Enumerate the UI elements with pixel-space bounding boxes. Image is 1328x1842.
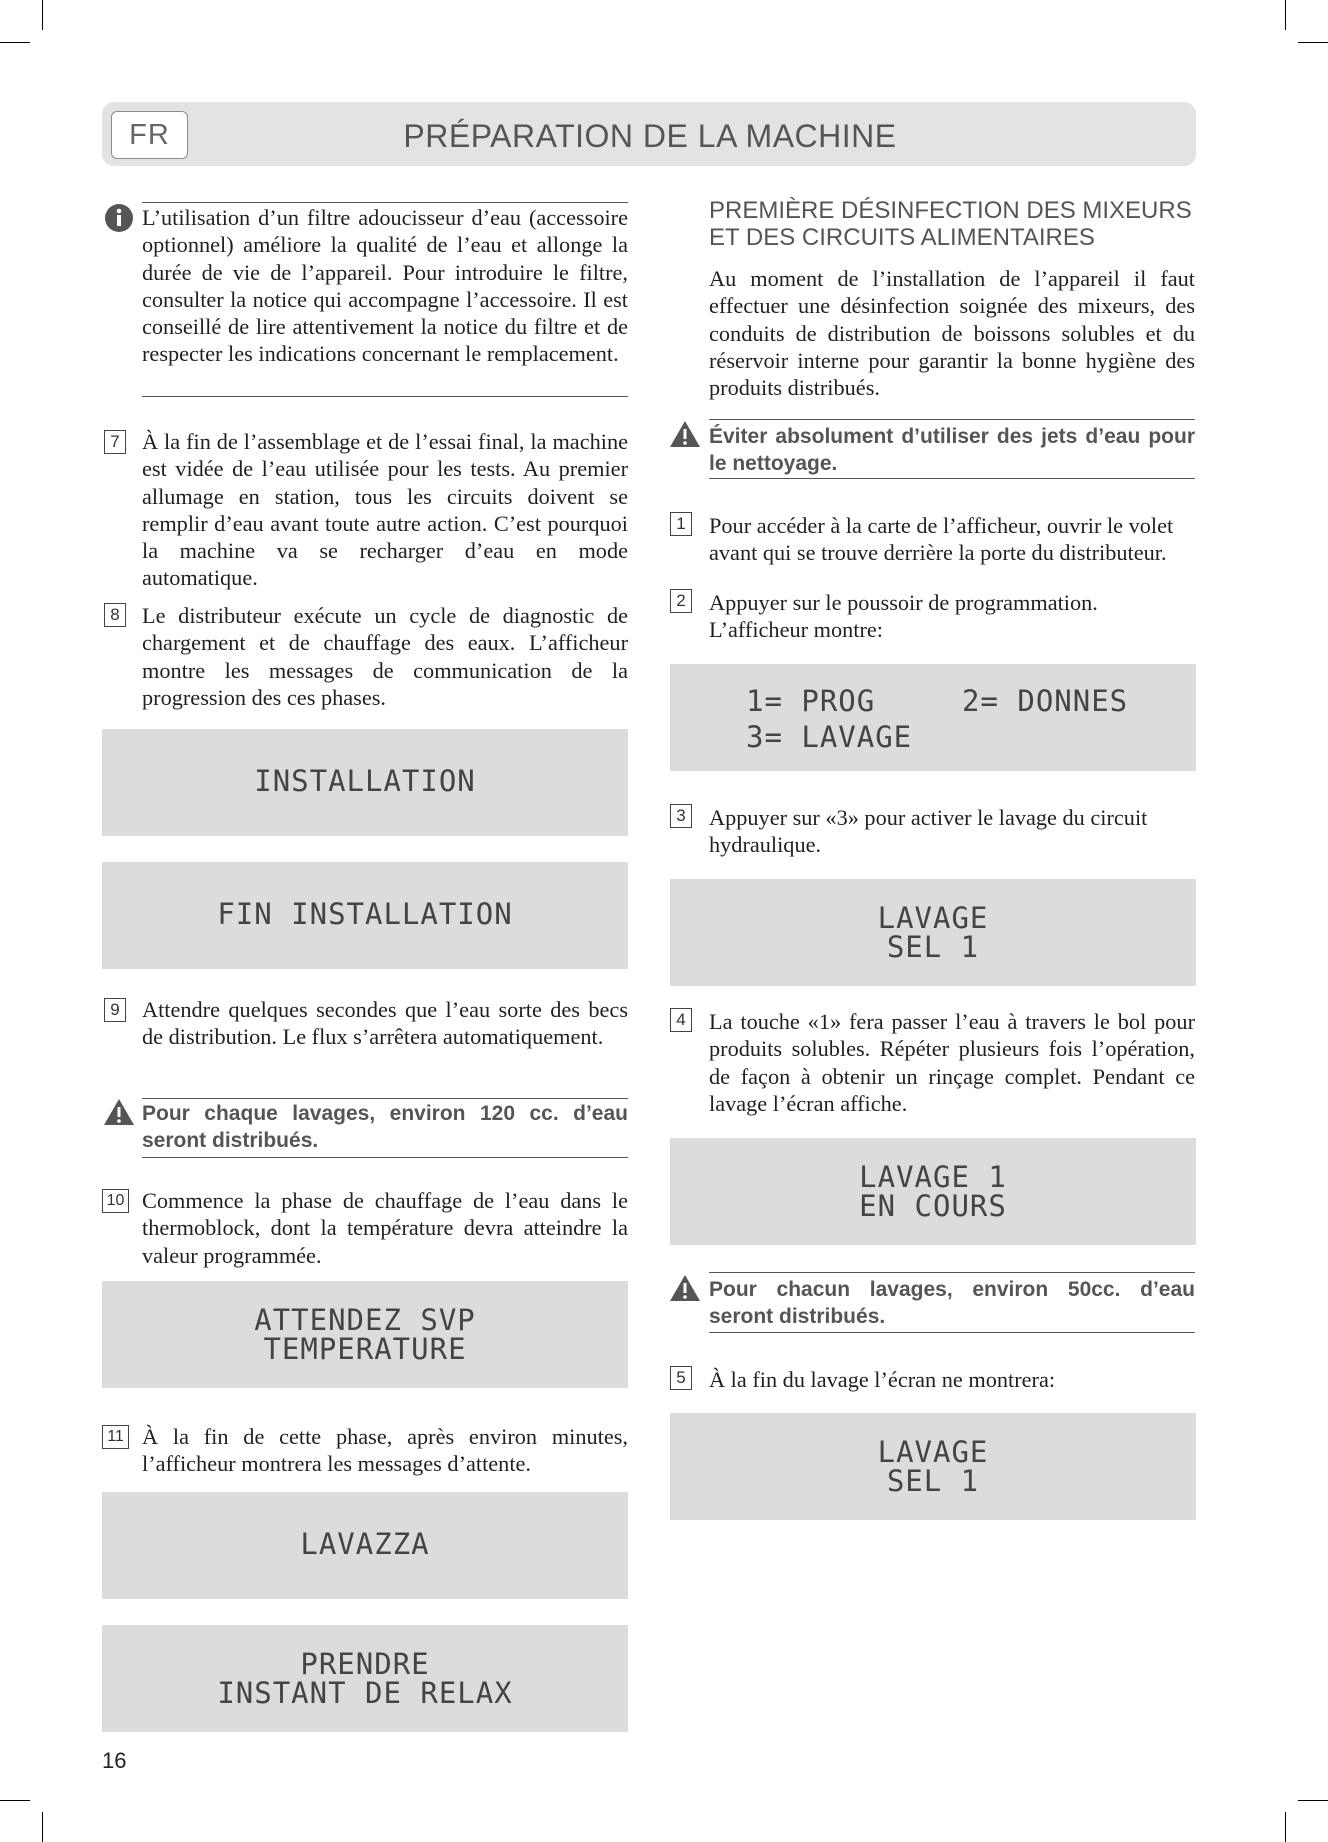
lcd-line: 1= PROG <box>746 684 876 718</box>
lcd-line: FIN INSTALLATION <box>217 897 513 931</box>
section-title: PREMIÈRE DÉSINFECTION DES MIXEURS <box>709 197 1192 224</box>
lcd-line: LAVAGE <box>877 1435 989 1469</box>
lcd-display <box>102 1492 628 1599</box>
step-number: 10 <box>102 1189 129 1213</box>
lcd-line: INSTALLATION <box>254 764 476 798</box>
info-note: L’utilisation d’un filtre adoucisseur d’eau (accessoire optionnel) améliore la qualité de l’eau et allonge la durée de vie de l’appareil. Pour introduire le filtre, consulter la notice qui accompagne l’accessoire. Il est conseillé de lire attentivement la notice du filtre et de respecter les indications concernant le remplacement. <box>142 205 628 367</box>
lcd-line: 2= DONNES <box>962 684 1129 718</box>
step-10-text: Commence la phase de chauffage de l’eau dans le thermoblock, dont la température devra atteindre la valeur programmée. <box>142 1188 628 1268</box>
warning-text: Pour chaque lavages, environ 120 cc. d’eau seront distribués. <box>142 1102 628 1152</box>
warning-text: Éviter absolument d’utiliser des jets d’eau pour le nettoyage. <box>709 425 1195 475</box>
step-number: 11 <box>102 1425 129 1449</box>
crop-mark <box>1285 1812 1286 1842</box>
lcd-line: LAVAZZA <box>300 1527 430 1561</box>
note-rule-bottom <box>142 396 628 397</box>
step-11-text: À la fin de cette phase, après environ minutes, l’afficheur montrera les messages d’attente. <box>142 1424 628 1477</box>
lcd-line: SEL 1 <box>886 930 980 964</box>
lcd-display <box>670 1138 1196 1245</box>
step-3-text: Appuyer sur «3» pour activer le lavage du circuit hydraulique. <box>709 805 1148 858</box>
step-2-text: Appuyer sur le poussoir de programmation. <box>709 590 1098 615</box>
warning-rule-top <box>709 419 1195 420</box>
step-1-text: Pour accéder à la carte de l’afficheur, ouvrir le volet avant qui se trouve derrière la porte du distributeur. <box>709 513 1174 566</box>
step-5-text: À la fin du lavage l’écran ne montrera: <box>709 1367 1056 1392</box>
warning-icon <box>669 1274 701 1302</box>
crop-mark <box>0 1800 30 1801</box>
lcd-line: 3= LAVAGE <box>746 720 913 754</box>
lcd-display <box>670 664 1196 771</box>
warning-icon <box>103 1098 135 1126</box>
step-7-text: À la fin de l’assemblage et de l’essai final, la machine est vidée de l’eau utilisée pour les tests. Au premier allumage en station, tous les circuits doivent se remplir d’eau avant toute autre action. C’est pourquoi la machine va se recharger d’eau en mode automatique. <box>142 429 628 591</box>
lcd-display <box>102 1625 628 1732</box>
warning-rule-bottom <box>709 478 1195 479</box>
step-9-text: Attendre quelques secondes que l’eau sorte des becs de distribution. Le flux s’arrêtera automatiquement. <box>142 997 628 1050</box>
lcd-display <box>102 1281 628 1388</box>
step-number: 2 <box>670 589 692 613</box>
warning-rule-top <box>709 1272 1195 1273</box>
language-badge: FR <box>111 111 188 159</box>
step-number: 1 <box>670 512 692 536</box>
lcd-display <box>670 1413 1196 1520</box>
crop-mark <box>1298 1800 1328 1801</box>
warning-rule-bottom <box>142 1157 628 1158</box>
step-number: 8 <box>104 603 126 627</box>
step-2-text: L’afficheur montre: <box>709 617 883 642</box>
warning-icon <box>669 420 701 448</box>
step-number: 7 <box>104 430 126 454</box>
step-number: 3 <box>670 804 692 828</box>
lcd-line: PRENDRE <box>300 1647 430 1681</box>
step-number: 5 <box>670 1366 692 1390</box>
crop-mark <box>42 1812 43 1842</box>
lcd-line: INSTANT DE RELAX <box>217 1676 513 1710</box>
section-title: ET DES CIRCUITS ALIMENTAIRES <box>709 224 1095 251</box>
page-title: PRÉPARATION DE LA MACHINE <box>403 118 897 154</box>
lcd-line: SEL 1 <box>886 1464 980 1498</box>
step-4-text: La touche «1» fera passer l’eau à travers le bol pour produits solubles. Répéter plusieurs fois l’opération, de façon à obtenir un rinçage complet. Pendant ce lavage l’écran affiche. <box>709 1009 1195 1116</box>
lcd-line: LAVAGE <box>877 901 989 935</box>
lcd-line: TEMPERATURE <box>263 1332 467 1366</box>
info-icon <box>104 203 134 233</box>
lcd-display <box>102 729 628 836</box>
warning-rule-bottom <box>709 1332 1195 1333</box>
warning-rule-top <box>142 1098 628 1099</box>
crop-mark <box>42 0 43 30</box>
lcd-display <box>670 879 1196 986</box>
lcd-display <box>102 862 628 969</box>
note-rule-top <box>142 202 628 203</box>
lcd-line: ATTENDEZ SVP <box>254 1303 476 1337</box>
page-number: 16 <box>102 1748 127 1773</box>
crop-mark <box>1298 42 1328 43</box>
step-8-text: Le distributeur exécute un cycle de diagnostic de chargement et de chauffage des eaux. L’afficheur montre les messages de communication de la progression des ces phases. <box>142 603 628 710</box>
step-number: 9 <box>104 998 126 1022</box>
crop-mark <box>0 42 30 43</box>
crop-mark <box>1285 0 1286 30</box>
warning-text: Pour chacun lavages, environ 50cc. d’eau seront distribués. <box>709 1278 1195 1328</box>
step-number: 4 <box>670 1008 692 1032</box>
section-intro: Au moment de l’installation de l’appareil il faut effectuer une désinfection soignée des mixeurs, des conduits de distribution de boissons solubles et du réservoir interne pour garantir la bonne hygiène des produits distribués. <box>709 266 1195 401</box>
lcd-line: EN COURS <box>859 1189 1007 1223</box>
lcd-line: LAVAGE 1 <box>859 1160 1007 1194</box>
